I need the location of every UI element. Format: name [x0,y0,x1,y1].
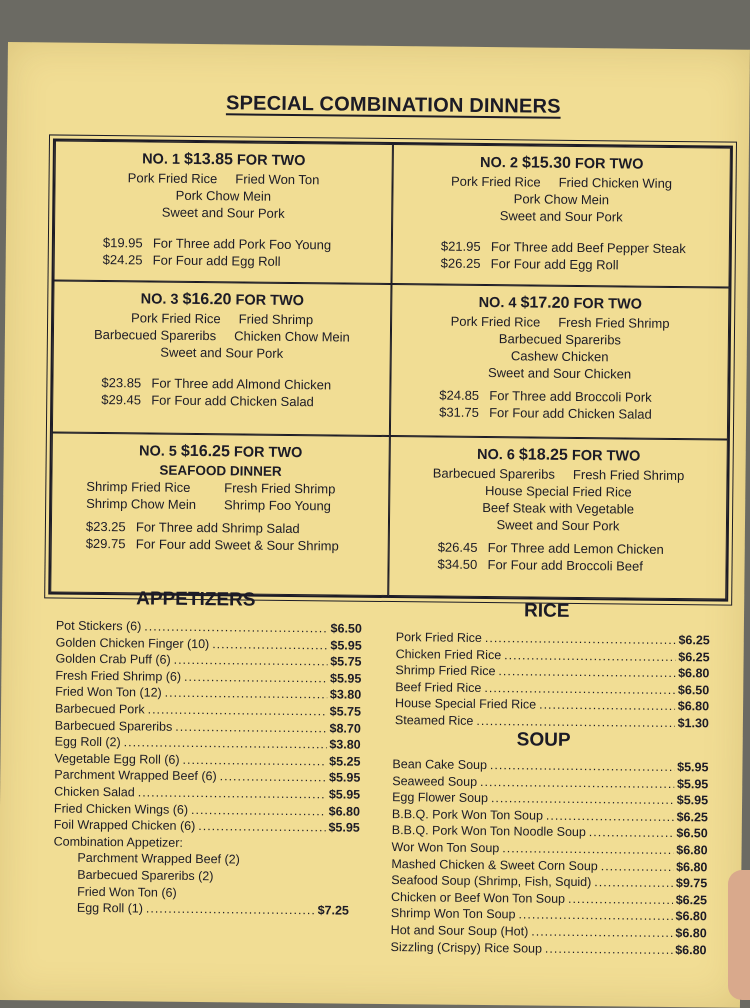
combination-appetizer-item: Parchment Wrapped Beef (2) [77,851,240,867]
item-name: Mashed Chicken & Sweet Corn Soup [391,856,598,873]
combo-price: $13.85 [183,150,234,169]
combo-heading [402,293,718,314]
item-name: Wor Won Ton Soup [391,840,500,856]
combo-addon-four [86,535,378,555]
combo-for-two: FOR TWO [235,292,305,310]
item-name: Barbecued Pork [54,701,145,717]
leader-dots [498,663,675,681]
combo-heading [401,445,717,466]
combo-cell [391,144,730,288]
item-name: Shrimp Fried Rice [395,663,496,679]
combo-subtitle: SEAFOOD DINNER [159,462,282,479]
item-name: Chicken Fried Rice [395,646,502,662]
combo-items [401,312,718,383]
combo-addon-four [441,255,719,275]
item-price: $6.25 [678,649,710,664]
item-price: $6.80 [678,666,710,681]
item-name: Shrimp Won Ton Soup [390,906,516,922]
item-name: Fried Won Ton (12) [55,684,162,701]
item-price: $6.80 [676,843,708,858]
combo-items [64,309,381,363]
item-price: $5.95 [328,820,360,835]
combo-cell [50,432,390,596]
leader-dots [146,901,315,919]
combo-addons [403,237,719,274]
item-name: Golden Chicken Finger (10) [55,635,210,651]
combo-for-two: FOR TWO [573,295,643,313]
item-price: $6.50 [677,682,710,698]
item-name: House Special Fried Rice [395,696,537,712]
item-name: Fried Chicken Wings (6) [53,801,189,817]
item-price: $5.95 [330,671,362,686]
rice-title: RICE [523,600,570,622]
item-price: $6.25 [675,892,708,908]
combo-number: NO. 1 [142,151,181,168]
soup-list [390,756,708,958]
addon-text: For Three add Almond Chicken [151,375,332,393]
hand-edge [728,870,750,1000]
item-price: $5.95 [677,760,709,775]
combo-item: Shrimp Foo Young [223,497,332,514]
item-name: Bean Cake Soup [392,757,488,773]
combo-price: $16.20 [182,290,232,309]
combo-for-two: FOR TWO [574,155,644,173]
leader-dots [138,784,326,803]
item-name: Barbecued Spareribs [54,718,173,734]
item-price: $1.30 [677,716,709,731]
combo-for-two: FOR TWO [236,152,306,170]
addon-text: For Three add Pork Foo Young [152,235,332,253]
item-name: Vegetable Egg Roll (6) [54,751,180,767]
combo-item: Pork Fried Rice Fried Chicken Wing [450,173,673,191]
combo-item: Sweet and Sour Pork [499,208,623,225]
combo-item-columns [62,478,378,515]
leader-dots [174,652,328,670]
combo-items [65,169,382,223]
combo-item: Sweet and Sour Pork [160,344,284,361]
addon-text: For Four add Chicken Salad [489,405,652,422]
item-price: $3.80 [329,737,361,752]
addon-text: For Three add Beef Pepper Steak [490,239,686,257]
item-name: Foil Wrapped Chicken (6) [53,817,196,834]
item-price: $3.80 [329,687,362,703]
leader-dots [502,840,673,858]
combo-item: Sweet and Sour Pork [496,517,620,534]
combo-cell [388,436,728,600]
item-name: Steamed Rice [394,713,474,728]
combo-item: Pork Fried Rice Fried Won Ton [127,170,320,188]
item-name: Egg Roll (1) [76,900,144,916]
combo-items [400,464,717,535]
leader-dots [484,680,675,699]
combo-for-two: FOR TWO [571,447,641,465]
combo-cell [390,284,730,440]
combo-addons [401,386,717,423]
item-price: $5.75 [330,654,362,669]
menu-item-row [390,939,706,959]
item-price: $6.80 [675,925,707,941]
item-name: Chicken or Beef Won Ton Soup [390,889,566,906]
combination-appetizer-item: Fried Won Ton (6) [77,884,177,900]
leader-dots [148,701,327,719]
leader-dots [476,713,674,732]
combo-for-two: FOR TWO [233,444,303,462]
combo-item: Sweet and Sour Pork [161,204,285,221]
leader-dots [175,718,326,736]
addon-price: $24.85 [439,387,480,403]
item-name: Seafood Soup (Shrimp, Fish, Squid) [391,873,592,890]
item-price: $6.80 [675,942,707,957]
combo-item: Sweet and Sour Chicken [487,365,632,382]
combo-item: Pork Chow Mein [175,187,272,204]
combo-number: NO. 5 [138,443,178,460]
item-name: Beef Fried Rice [395,679,482,695]
combo-price: $16.25 [180,442,230,461]
item-price: $6.80 [328,803,361,819]
addon-text: For Three add Broccoli Pork [489,388,652,405]
leader-dots [491,790,674,809]
combination-appetizer-item: Barbecued Spareribs (2) [77,867,214,884]
item-name: Seaweed Soup [392,773,478,789]
addon-price: $23.25 [85,518,126,535]
combo-addon-four [439,404,717,424]
item-name: B.B.Q. Pork Won Ton Soup [391,806,544,823]
combo-price: $18.25 [518,446,568,464]
addon-text: For Three add Lemon Chicken [487,540,664,557]
addon-text: For Four add Egg Roll [490,256,619,273]
item-price: $6.80 [676,859,708,874]
item-name: B.B.Q. Pork Won Ton Noodle Soup [391,823,586,840]
combo-item: Pork Fried Rice Fried Shrimp [131,310,314,328]
leader-dots [212,636,327,654]
item-price: $5.75 [329,704,362,719]
leader-dots [518,907,672,925]
combination-appetizer-last [53,900,349,920]
leader-dots [198,818,325,836]
item-name: Pot Stickers (6) [55,618,142,634]
combo-item: Barbecued Spareribs Fresh Fried Shrimp [432,465,685,484]
leader-dots [490,757,674,776]
leader-dots [601,858,674,875]
leader-dots [220,769,327,787]
leader-dots [124,734,327,753]
item-price: $6.25 [676,809,708,825]
addon-price: $19.95 [102,235,143,251]
addon-price: $29.45 [101,391,142,408]
combo-heading [63,442,379,463]
combo-heading [404,153,720,174]
addon-price: $21.95 [440,238,481,254]
combo-item-column [224,479,336,514]
item-price: $5.95 [676,793,709,808]
appetizers-list [53,618,362,920]
combo-item: Shrimp Chow Mein [86,495,197,512]
addon-price: $23.85 [101,374,142,391]
combo-item: Pork Chow Mein [513,191,610,208]
rice-list [395,629,710,732]
combo-cell [52,280,392,436]
combo-item: Barbecued Spareribs [498,331,622,348]
addon-text: For Three add Shrimp Salad [135,519,300,537]
item-price: $5.95 [676,776,709,791]
combination-grid [50,140,731,599]
menu-paper [0,42,750,1008]
addon-price: $31.75 [439,404,479,420]
combo-item: Beef Steak with Vegetable [482,499,635,517]
item-name: Golden Crab Puff (6) [55,651,171,667]
combo-item-column [86,478,196,513]
addon-price: $26.45 [437,539,478,555]
leader-dots [480,774,674,793]
leader-dots [184,669,327,687]
item-price: $6.25 [678,633,710,648]
item-name: Sizzling (Crispy) Rice Soup [390,939,543,956]
item-price: $6.80 [677,699,710,714]
item-name: Hot and Sour Soup (Hot) [390,922,529,939]
combination-dinners-box [48,138,733,601]
addon-text: For Four add Chicken Salad [151,392,314,410]
combo-item: Pork Fried Rice Fresh Fried Shrimp [450,313,670,331]
item-name: Egg Flower Soup [392,790,489,806]
item-name: Chicken Salad [54,784,135,800]
combo-item: Shrimp Fried Rice [86,478,191,495]
combo-item: Cashew Chicken [510,348,609,365]
leader-dots [589,825,674,842]
leader-dots [594,874,673,891]
leader-dots [191,801,326,819]
item-price: $9.75 [675,876,708,891]
appetizers-title: APPETIZERS [136,588,256,611]
item-price: $6.50 [676,826,708,841]
item-name: Pork Fried Rice [395,630,482,645]
combo-number: NO. 3 [140,291,179,308]
addon-text: For Four add Broccoli Beef [487,557,643,574]
item-price: $5.95 [328,770,361,786]
item-price: $6.50 [330,621,362,636]
leader-dots [165,685,327,703]
addon-price: $24.25 [102,252,143,268]
leader-dots [182,752,326,770]
leader-dots [568,891,673,909]
page-title: SPECIAL COMBINATION DINNERS [225,92,561,118]
combo-addon-four [437,556,715,576]
combo-item: Barbecued Spareribs Chicken Chow Mein [93,326,350,345]
leader-dots [144,618,327,637]
combo-price: $17.20 [520,294,570,312]
item-price: $8.70 [329,720,361,736]
item-price: $6.80 [675,909,707,924]
combo-price: $15.30 [521,154,572,172]
addon-price: $29.75 [85,535,126,552]
leader-dots [485,630,676,649]
combo-item: Fresh Fried Shrimp [224,480,336,497]
combo-items [403,172,720,226]
item-name: Fresh Fried Shrimp (6) [55,668,182,684]
addon-price: $26.25 [440,255,481,271]
leader-dots [546,807,674,825]
combo-addons [399,538,715,575]
combo-heading [64,290,380,311]
combo-addons [62,518,378,555]
item-name: Parchment Wrapped Beef (6) [54,767,217,784]
leader-dots [545,940,672,958]
addon-text: For Four add Egg Roll [152,252,281,269]
combo-addon-four [103,251,381,271]
combo-addons [65,234,381,271]
combo-heading [66,150,382,171]
combo-addon-four [101,391,379,411]
item-price: $5.25 [329,754,361,769]
item-price: $7.25 [317,903,349,918]
combo-number: NO. 4 [478,294,517,312]
item-name: Egg Roll (2) [54,734,121,750]
item-price: $5.95 [328,787,361,802]
combo-number: NO. 6 [476,446,515,464]
soup-title: SOUP [516,729,571,751]
combo-cell [54,140,393,284]
addon-text: For Four add Sweet & Sour Shrimp [135,536,339,554]
combo-addons [63,374,379,411]
combination-appetizer-label: Combination Appetizer: [53,834,183,850]
leader-dots [531,923,672,941]
combo-item: House Special Fried Rice [484,483,632,500]
combo-number: NO. 2 [480,154,519,172]
addon-price: $34.50 [437,556,478,572]
item-price: $5.95 [330,638,362,653]
leader-dots [504,647,675,665]
leader-dots [539,697,675,715]
